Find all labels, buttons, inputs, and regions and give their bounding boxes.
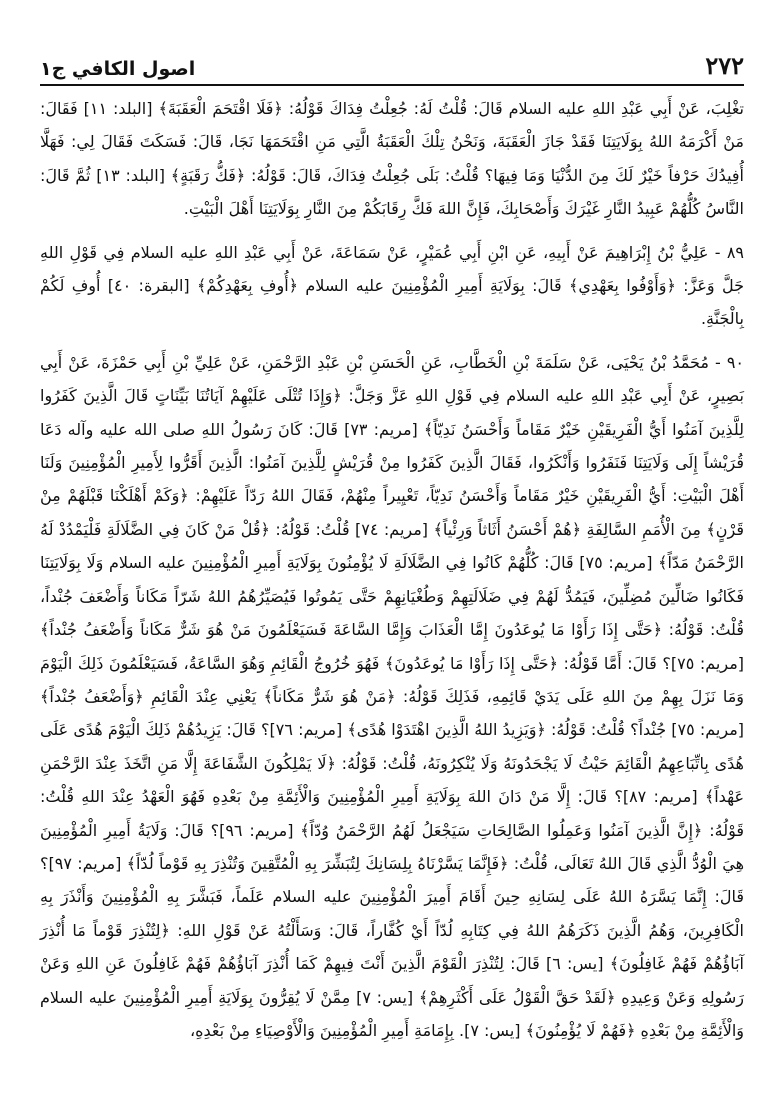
page-header [40, 44, 744, 80]
page-number: ٢٧٢ [705, 51, 744, 80]
hadith-89: ٨٩ - عَلِيُّ بْنُ إِبْرَاهِيمَ عَنْ أَبِيهِ، عَنِ ابْنِ أَبِي عُمَيْرٍ، عَنْ سَمَاعَةَ، عَنْ أَبِي عَبْدِ اللهِ عليه السلام فِي قَوْلِ اللهِ جَلَّ وَعَزَّ: ﴿وَأَوْفُوا بِعَهْدِي﴾ قَالَ: بِوَلَايَةِ أَمِيرِ الْمُؤْمِنِينَ عليه السلام ﴿أُوفِ بِعَهْدِكُمْ﴾ [البقرة: ٤٠] أُوفِ لَكُمْ بِالْجَنَّةِ. [40, 242, 744, 329]
running-title: اصول الكافي ج۱ [40, 58, 196, 80]
hadith-90: ٩٠ - مُحَمَّدُ بْنُ يَحْيَى، عَنْ سَلَمَةَ بْنِ الْخَطَّابِ، عَنِ الْحَسَنِ بْنِ عَبْدِ الرَّحْمَنِ، عَنْ عَلِيِّ بْنِ أَبِي حَمْزَةَ، عَنْ أَبِي بَصِيرٍ، عَنْ أَبِي عَبْدِ اللهِ عليه السلام فِي قَوْلِ اللهِ عَزَّ وَجَلَّ: ﴿وَإِذَا تُتْلَى عَلَيْهِمْ آيَاتُنَا بَيِّنَاتٍ قَالَ الَّذِينَ كَفَرُوا لِلَّذِينَ آمَنُوا أَيُّ الْفَرِيقَيْنِ خَيْرٌ مَقَاماً وَأَحْسَنُ نَدِيّاً﴾ [مريم: ٧٣] قَالَ: كَانَ رَسُولُ اللهِ صلى الله عليه وآله دَعَا قُرَيْشاً إِلَى وَلَايَتِنَا فَنَفَرُوا وَأَنْكَرُوا، فَقَالَ الَّذِينَ كَفَرُوا مِنْ قُرَيْشٍ لِلَّذِينَ آمَنُوا: الَّذِينَ أَقَرُّوا لِأَمِيرِ الْمُؤْمِنِينَ وَلَنَا أَهْلَ الْبَيْتِ: أَيُّ الْفَرِيقَيْنِ خَيْرٌ مَقَاماً وَأَحْسَنُ نَدِيّاً، تَعْيِيراً مِنْهُمْ، فَقَالَ اللهُ رَدّاً عَلَيْهِمْ: ﴿وَكَمْ أَهْلَكْنَا قَبْلَهُمْ مِنْ قَرْنٍ﴾ مِنَ الْأُمَمِ السَّالِفَةِ ﴿هُمْ أَحْسَنُ أَثَاثاً وَرِئْياً﴾ [مريم: ٧٤] قُلْتُ: قَوْلُهُ: ﴿قُلْ مَنْ كَانَ فِي الضَّلَالَةِ فَلْيَمْدُدْ لَهُ الرَّحْمَنُ مَدّاً﴾ [مريم: ٧٥] قَالَ: كُلُّهُمْ كَانُوا فِي الضَّلَالَةِ لَا يُؤْمِنُونَ بِوَلَايَةِ أَمِيرِ الْمُؤْمِنِينَ عليه السلام وَلَا بِوَلَايَتِنَا فَكَانُوا ضَالِّينَ مُضِلِّينَ، فَيَمُدُّ لَهُمْ فِي ضَلَالَتِهِمْ وَطُغْيَانِهِمْ حَتَّى يَمُوتُوا فَيُصَيِّرُهُمُ اللهُ شَرّاً مَكَاناً وَأَضْعَفَ جُنْداً، قُلْتُ: قَوْلُهُ: ﴿حَتَّى إِذَا رَأَوْا مَا يُوعَدُونَ إِمَّا الْعَذَابَ وَإِمَّا السَّاعَةَ فَسَيَعْلَمُونَ مَنْ هُوَ شَرٌّ مَكَاناً وَأَضْعَفُ جُنْداً﴾ [مريم: ٧٥]؟ قَالَ: أَمَّا قَوْلُهُ: ﴿حَتَّى إِذَا رَأَوْا مَا يُوعَدُونَ﴾ فَهُوَ خُرُوجُ الْقَائِمِ وَهُوَ السَّاعَةُ، فَسَيَعْلَمُونَ ذَلِكَ الْيَوْمَ وَمَا نَزَلَ بِهِمْ مِنَ اللهِ عَلَى يَدَيْ قَائِمِهِ، فَذَلِكَ قَوْلُهُ: ﴿مَنْ هُوَ شَرٌّ مَكَاناً﴾ يَعْنِي عِنْدَ الْقَائِمِ ﴿وَأَضْعَفُ جُنْداً﴾ [مريم: ٧٥] جُنْداً؟ قُلْتُ: قَوْلُهُ: ﴿وَيَزِيدُ اللهُ الَّذِينَ اهْتَدَوْا هُدًى﴾ [مريم: ٧٦]؟ قَالَ: يَزِيدُهُمْ ذَلِكَ الْيَوْمَ هُدًى عَلَى هُدًى بِاتِّبَاعِهِمُ الْقَائِمَ حَيْثُ لَا يَجْحَدُونَهُ وَلَا يُنْكِرُونَهُ، قُلْتُ: قَوْلُهُ: ﴿لَا يَمْلِكُونَ الشَّفَاعَةَ إِلَّا مَنِ اتَّخَذَ عِنْدَ الرَّحْمَنِ عَهْداً﴾ [مريم: ٨٧]؟ قَالَ: إِلَّا مَنْ دَانَ اللهَ بِوَلَايَةِ أَمِيرِ الْمُؤْمِنِينَ وَالْأَئِمَّةِ مِنْ بَعْدِهِ فَهُوَ الْعَهْدُ عِنْدَ اللهِ قُلْتُ: قَوْلُهُ: ﴿إِنَّ الَّذِينَ آمَنُوا وَعَمِلُوا الصَّالِحَاتِ سَيَجْعَلُ لَهُمُ الرَّحْمَنُ وُدّاً﴾ [مريم: ٩٦]؟ قَالَ: وَلَايَةُ أَمِيرِ الْمُؤْمِنِينَ هِيَ الْوُدُّ الَّذِي قَالَ اللهُ تَعَالَى، قُلْتُ: ﴿فَإِنَّمَا يَسَّرْنَاهُ بِلِسَانِكَ لِتُبَشِّرَ بِهِ الْمُتَّقِينَ وَتُنْذِرَ بِهِ قَوْماً لُدّاً﴾ [مريم: ٩٧]؟ قَالَ: إِنَّمَا يَسَّرَهُ اللهُ عَلَى لِسَانِهِ حِينَ أَقَامَ أَمِيرَ الْمُؤْمِنِينَ عليه السلام عَلَماً، فَبَشَّرَ بِهِ الْمُؤْمِنِينَ وَأَنْذَرَ بِهِ الْكَافِرِينَ، وَهُمُ الَّذِينَ ذَكَرَهُمُ اللهُ فِي كِتَابِهِ لُدّاً أَيْ كُفَّاراً، قَالَ: وَسَأَلْتُهُ عَنْ قَوْلِ اللهِ: ﴿لِتُنْذِرَ قَوْماً مَا أُنْذِرَ آبَاؤُهُمْ فَهُمْ غَافِلُونَ﴾ [يس: ٦] قَالَ: لِتُنْذِرَ الْقَوْمَ الَّذِينَ أَنْتَ فِيهِمْ كَمَا أُنْذِرَ آبَاؤُهُمْ فَهُمْ غَافِلُونَ عَنِ اللهِ وَعَنْ رَسُولِهِ وَعَنْ وَعِيدِهِ ﴿لَقَدْ حَقَّ الْقَوْلُ عَلَى أَكْثَرِهِمْ﴾ [يس: ٧] مِمَّنْ لَا يُقِرُّونَ بِوَلَايَةِ أَمِيرِ الْمُؤْمِنِينَ عليه السلام وَالْأَئِمَّةِ مِنْ بَعْدِهِ ﴿فَهُمْ لَا يُؤْمِنُونَ﴾ [يس: ٧]. بِإِمَامَةِ أَمِيرِ الْمُؤْمِنِينَ وَالْأَوْصِيَاءِ مِنْ بَعْدِهِ، [40, 352, 745, 1040]
paragraph-continuation: تغْلِبَ، عَنْ أَبِي عَبْدِ اللهِ عليه السلام قَالَ: قُلْتُ لَهُ: جُعِلْتُ فِدَاكَ قَوْلُهُ: ﴿فَلَا اقْتَحَمَ الْعَقَبَةَ﴾ [البلد: ١١] فَقَالَ: مَنْ أَكْرَمَهُ اللهُ بِوَلَايَتِنَا فَقَدْ جَازَ الْعَقَبَةَ، وَنَحْنُ تِلْكَ الْعَقَبَةُ الَّتِي مَنِ اقْتَحَمَهَا نَجَا، قَالَ: فَسَكَتَ فَقَالَ لِي: فَهَلَّا أُفِيدُكَ حَرْفاً خَيْرٌ لَكَ مِنَ الدُّنْيَا وَمَا فِيهَا؟ قُلْتُ: بَلَى جُعِلْتُ فِدَاكَ، قَالَ: قَوْلُهُ: ﴿فَكُّ رَقَبَةٍ﴾ [البلد: ١٣] ثُمَّ قَالَ: النَّاسُ كُلُّهُمْ عَبِيدُ النَّارِ غَيْرَكَ وَأَصْحَابِكَ، فَإِنَّ اللهَ فَكَّ رِقَابَكُمْ مِنَ النَّارِ بِوَلَايَتِنَا أَهْلَ الْبَيْتِ. [40, 99, 744, 219]
header-rule [40, 84, 744, 86]
page-body [40, 92, 744, 1047]
